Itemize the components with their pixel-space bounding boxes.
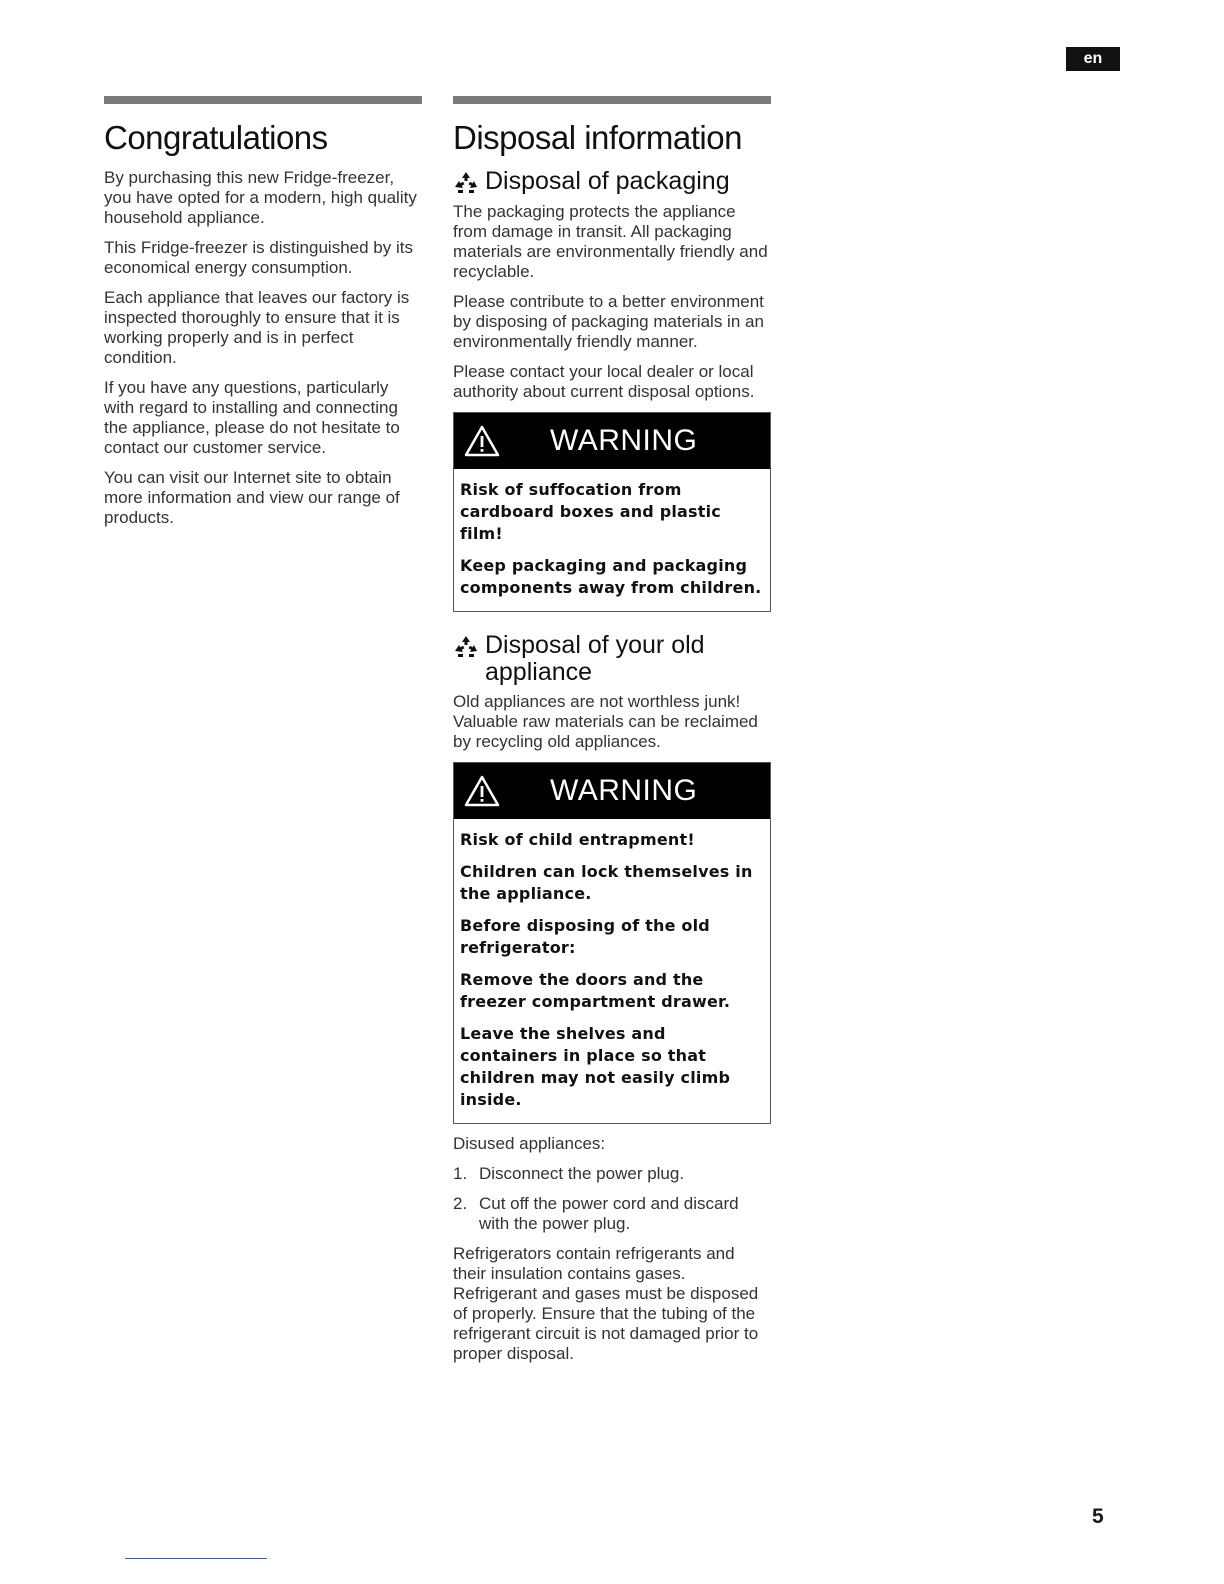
paragraph: If you have any questions, particularly with regard to installing and connecting the appliance, please do not hesitate to contact our customer service. xyxy=(104,378,400,457)
footer-line xyxy=(125,1558,267,1559)
warning-label: WARNING xyxy=(550,774,698,807)
disused-label: Disused appliances: xyxy=(453,1134,606,1153)
language-badge: en xyxy=(1066,47,1120,71)
warning-header xyxy=(454,763,770,819)
congratulations-title: Congratulations xyxy=(104,119,328,156)
disposal-column xyxy=(453,96,771,1374)
paragraph: By purchasing this new Fridge-freezer, you have opted for a modern, high quality household appliance. xyxy=(104,168,417,227)
packaging-warning-box xyxy=(453,412,771,612)
paragraph: Each appliance that leaves our factory is inspected thoroughly to ensure that it is working properly and is in perfect condition. xyxy=(104,288,410,367)
section-rule xyxy=(104,96,422,104)
warning-text: Keep packaging and packaging components away from children. xyxy=(460,556,762,597)
packaging-heading xyxy=(453,168,771,196)
disposal-title: Disposal information xyxy=(453,119,742,156)
recycle-icon xyxy=(453,634,479,660)
old-appliance-warning-box xyxy=(453,762,771,1124)
step-text: Cut off the power cord and discard with the power plug. xyxy=(479,1194,739,1233)
paragraph: The packaging protects the appliance from damage in transit. All packaging materials are environmentally friendly and recyclable. xyxy=(453,202,768,281)
warning-text: Risk of child entrapment! xyxy=(460,830,695,849)
list-item xyxy=(453,1194,771,1234)
paragraph: Old appliances are not worthless junk! Valuable raw materials can be reclaimed by recycling old appliances. xyxy=(453,692,758,751)
page-number: 5 xyxy=(1092,1505,1104,1528)
old-appliance-heading xyxy=(453,632,771,686)
paragraph: This Fridge-freezer is distinguished by its economical energy consumption. xyxy=(104,238,413,277)
warning-text: Before disposing of the old refrigerator: xyxy=(460,916,710,957)
warning-triangle-icon xyxy=(464,425,500,457)
disposal-steps-list xyxy=(453,1164,771,1234)
warning-text: Leave the shelves and containers in place so that children may not easily climb inside. xyxy=(460,1024,731,1109)
packaging-heading-text: Disposal of packaging xyxy=(485,167,730,195)
warning-text: Risk of suffocation from cardboard boxes and plastic film! xyxy=(460,480,721,543)
list-item xyxy=(453,1164,771,1184)
step-text: Disconnect the power plug. xyxy=(479,1164,685,1183)
congratulations-column xyxy=(104,96,422,538)
closing-paragraph: Refrigerators contain refrigerants and their insulation contains gases. Refrigerant and gases must be disposed of properly. Ensure that the tubing of the refrigerant circuit is not damaged prior to proper disposal. xyxy=(453,1244,759,1363)
paragraph: Please contribute to a better environment by disposing of packaging materials in an environmentally friendly manner. xyxy=(453,292,764,351)
step-number: 1. xyxy=(453,1164,468,1183)
paragraph: Please contact your local dealer or local authority about current disposal options. xyxy=(453,362,755,401)
warning-body xyxy=(454,819,770,1123)
section-rule xyxy=(453,96,771,104)
warning-header xyxy=(454,413,770,469)
recycle-icon xyxy=(453,170,479,196)
paragraph: You can visit our Internet site to obtain more information and view our range of products. xyxy=(104,468,400,527)
warning-text: Children can lock themselves in the appliance. xyxy=(460,862,753,903)
warning-label: WARNING xyxy=(550,424,698,457)
old-appliance-heading-text: Disposal of your old appliance xyxy=(485,631,705,686)
step-number: 2. xyxy=(453,1194,468,1213)
warning-body xyxy=(454,469,770,611)
warning-text: Remove the doors and the freezer compartment drawer. xyxy=(460,970,731,1011)
warning-triangle-icon xyxy=(464,775,500,807)
